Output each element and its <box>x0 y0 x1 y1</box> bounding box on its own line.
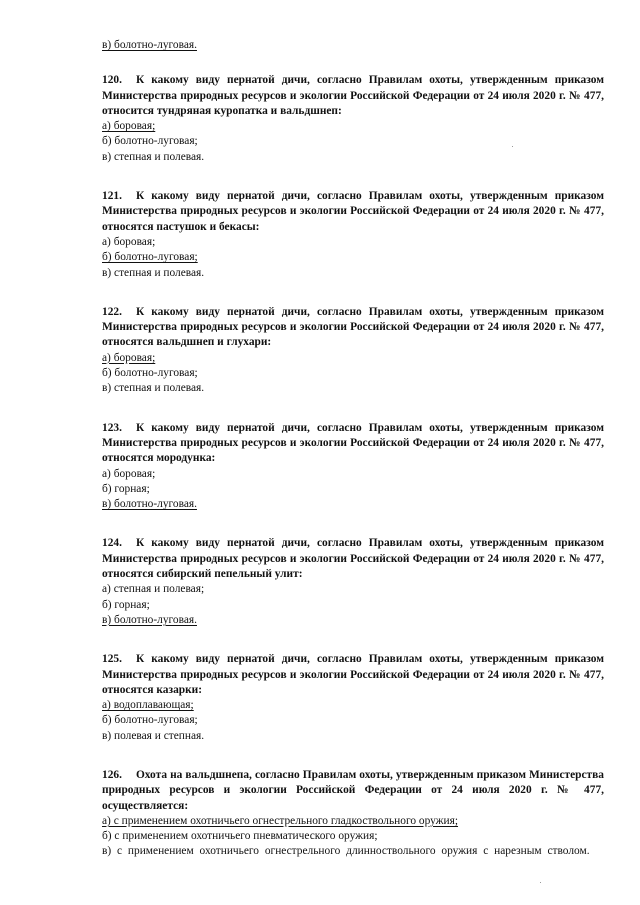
answer-option-correct: а) боровая; <box>102 120 156 133</box>
question-body: К какому виду пернатой дичи, согласно Правилам охоты, утвержденным приказом Министерства природных ресурсов и экологии Российской Федерации от 24 июля 2020 г. № 477, относятся казарки: <box>102 653 604 696</box>
question-block <box>102 189 604 281</box>
question-block <box>102 768 604 860</box>
question-text <box>102 768 604 814</box>
question-block <box>102 652 604 744</box>
answer-option-correct: а) с применением охотничьего огнестрельного гладкоствольного оружия; <box>102 814 459 827</box>
question-number: 125. <box>102 653 122 666</box>
answer-option: б) болотно-луговая; <box>102 714 198 727</box>
question-body: К какому виду пернатой дичи, согласно Правилам охоты, утвержденным приказом Министерства природных ресурсов и экологии Российской Федерации от 24 июля 2020 г. № 477, относятся вальдшнеп и глухари: <box>102 305 604 349</box>
answer-option: а) боровая; <box>102 235 156 248</box>
question-text <box>102 652 604 698</box>
answer-option-correct: в) болотно-луговая. <box>102 498 197 511</box>
question-block <box>102 421 604 513</box>
question-text <box>102 305 604 351</box>
scan-speck <box>512 146 513 147</box>
answer-option-correct: а) водоплавающая; <box>102 699 194 712</box>
question-number: 122. <box>102 305 122 318</box>
answer-option: а) боровая; <box>102 467 156 480</box>
document-page <box>102 38 604 860</box>
answer-option: а) степная и полевая; <box>102 583 205 596</box>
question-text <box>102 73 604 119</box>
previous-question-answer: в) болотно-луговая. <box>102 39 197 51</box>
answer-option: б) с применением охотничьего пневматического оружия; <box>102 830 378 843</box>
question-block <box>102 536 604 628</box>
question-text <box>102 421 604 467</box>
question-number: 123. <box>102 421 122 434</box>
question-body: К какому виду пернатой дичи, согласно Правилам охоты, утвержденным приказом Министерства природных ресурсов и экологии Российской Федерации от 24 июля 2020 г. № 477, относятся мородунка: <box>102 421 604 465</box>
answer-option: б) горная; <box>102 482 150 495</box>
question-body: Охота на вальдшнепа, согласно Правилам охоты, утвержденным приказом Министерства природных ресурсов и экологии Российской Федерации от 24 июля 2020 г. № 477, осуществляется: <box>102 768 604 812</box>
question-number: 120. <box>102 74 122 87</box>
question-text <box>102 189 604 235</box>
answer-option: б) болотно-луговая; <box>102 367 198 380</box>
question-block <box>102 73 604 165</box>
question-text <box>102 536 604 582</box>
question-body: К какому виду пернатой дичи, согласно Правилам охоты, утвержденным приказом Министерства природных ресурсов и экологии Российской Федерации от 24 июля 2020 г. № 477, относится тундряная куропатка и вальдшнеп: <box>102 74 604 117</box>
answer-option: в) степная и полевая. <box>102 266 205 279</box>
answer-option: в) полевая и степная. <box>102 729 205 742</box>
answer-option: б) горная; <box>102 598 150 611</box>
question-number: 124. <box>102 537 122 550</box>
answer-option: в) степная и полевая. <box>102 150 205 163</box>
answer-option: в) степная и полевая. <box>102 382 205 395</box>
question-body: К какому виду пернатой дичи, согласно Правилам охоты, утвержденным приказом Министерства природных ресурсов и экологии Российской Федерации от 24 июля 2020 г. № 477, относятся пастушок и бекасы: <box>102 190 604 233</box>
question-number: 121. <box>102 190 122 203</box>
answer-option-correct: а) боровая; <box>102 351 156 364</box>
question-body: К какому виду пернатой дичи, согласно Правилам охоты, утвержденным приказом Министерства природных ресурсов и экологии Российской Федерации от 24 июля 2020 г. № 477, относятся сибирский пепельный улит: <box>102 537 604 581</box>
scan-speck <box>540 882 541 883</box>
answer-option-correct: в) болотно-луговая. <box>102 613 197 626</box>
answer-option-correct: б) болотно-луговая; <box>102 251 198 264</box>
question-block <box>102 305 604 397</box>
question-number: 126. <box>102 768 122 781</box>
answer-option: в) с применением охотничьего огнестрельного длинноствольного оружия с нарезным стволом. <box>102 845 590 858</box>
question-list <box>102 73 604 859</box>
answer-option: б) болотно-луговая; <box>102 135 198 148</box>
